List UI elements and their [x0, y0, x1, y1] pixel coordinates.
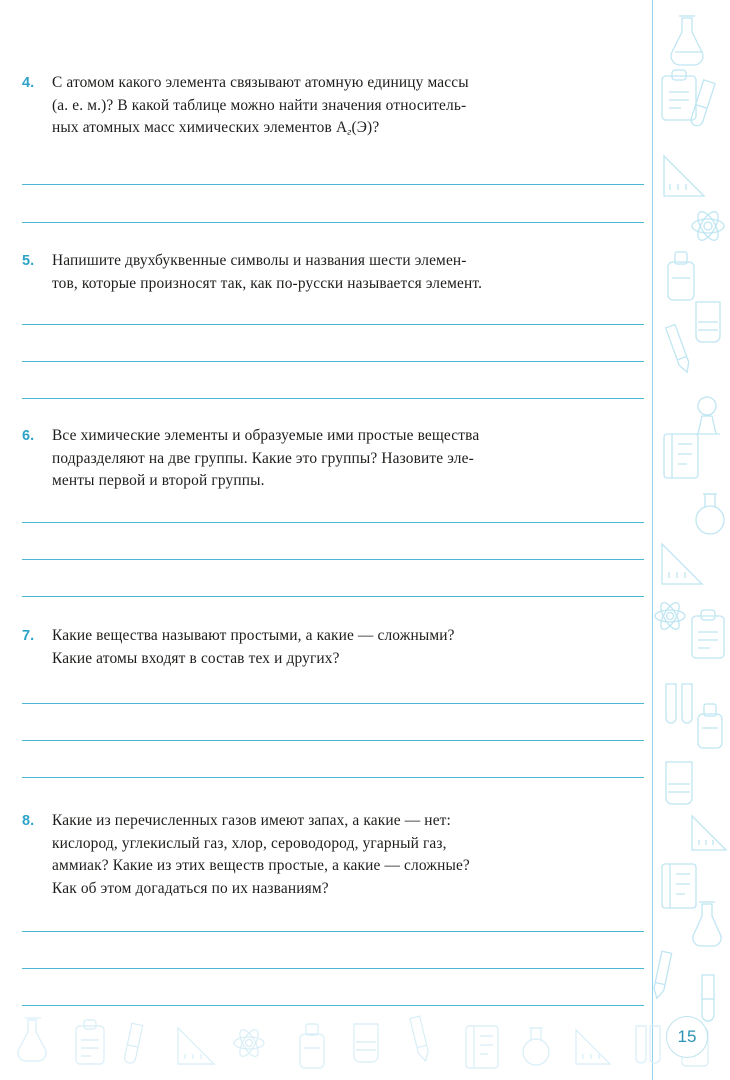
answer-line[interactable]	[22, 559, 644, 560]
question-5-line-1: Напишите двухбуквенные символы и названия шести элемен-	[52, 252, 467, 269]
answer-line[interactable]	[22, 184, 644, 185]
question-block-4	[22, 72, 652, 144]
question-text-5	[52, 250, 652, 295]
answer-line[interactable]	[22, 1005, 644, 1006]
question-number-6: 6.	[22, 428, 35, 444]
question-text-4	[52, 72, 652, 144]
question-7-line-1: Какие вещества называют простыми, а какие — сложными?	[52, 627, 455, 644]
question-4-line-1: С атомом какого элемента связывают атомную единицу массы	[52, 74, 469, 91]
question-7-line-2: Какие атомы входят в состав тех и других?	[52, 649, 340, 667]
answer-line[interactable]	[22, 522, 644, 523]
question-block-6	[22, 425, 652, 493]
question-number-4: 4.	[22, 75, 35, 91]
answer-line[interactable]	[22, 931, 644, 932]
answer-line[interactable]	[22, 398, 644, 399]
question-5-line-2: тов, которые произносят так, как по-русски называется элемент.	[52, 274, 483, 292]
question-number-5: 5.	[22, 253, 35, 269]
question-4-line-3-text: ных атомных масс химических элементов A	[52, 119, 348, 136]
question-4-subscript: г	[347, 126, 352, 138]
question-6-line-2: подразделяют на две группы. Какие это группы? Назовите эле-	[52, 449, 474, 467]
question-block-8	[22, 810, 652, 900]
answer-line[interactable]	[22, 777, 644, 778]
question-block-7	[22, 625, 652, 670]
question-number-8: 8.	[22, 813, 35, 829]
question-6-line-1: Все химические элементы и образуемые ими простые вещества	[52, 427, 480, 444]
question-4-line-3	[52, 117, 652, 144]
question-text-8	[52, 810, 652, 900]
band-divider-line	[652, 0, 653, 1080]
question-8-line-4: Как об этом догадаться по их названиям?	[52, 879, 329, 897]
answer-line[interactable]	[22, 596, 644, 597]
decorative-bottom-band	[0, 1008, 730, 1080]
question-text-7	[52, 625, 652, 670]
answer-line[interactable]	[22, 324, 644, 325]
question-4-line-3-tail: (Э)?	[351, 119, 380, 136]
question-4-line-2: (а. е. м.)? В какой таблице можно найти значения относитель-	[52, 96, 467, 114]
question-number-7: 7.	[22, 628, 35, 644]
page-number: 15	[666, 1016, 708, 1058]
answer-line[interactable]	[22, 222, 644, 223]
answer-line[interactable]	[22, 703, 644, 704]
question-text-6	[52, 425, 652, 493]
question-8-line-1: Какие из перечисленных газов имеют запах, а какие — нет:	[52, 812, 451, 829]
decorative-side-band	[652, 0, 730, 1080]
question-8-line-2: кислород, углекислый газ, хлор, сероводород, угарный газ,	[52, 834, 447, 852]
science-doodle-pattern-right	[652, 0, 730, 1080]
question-8-line-3: аммиак? Какие из этих веществ простые, а какие — сложные?	[52, 857, 470, 874]
answer-line[interactable]	[22, 361, 644, 362]
answer-line[interactable]	[22, 968, 644, 969]
question-block-5	[22, 250, 652, 295]
answer-line[interactable]	[22, 740, 644, 741]
science-doodle-pattern-bottom	[0, 1008, 730, 1080]
question-6-line-3: менты первой и второй группы.	[52, 472, 265, 489]
